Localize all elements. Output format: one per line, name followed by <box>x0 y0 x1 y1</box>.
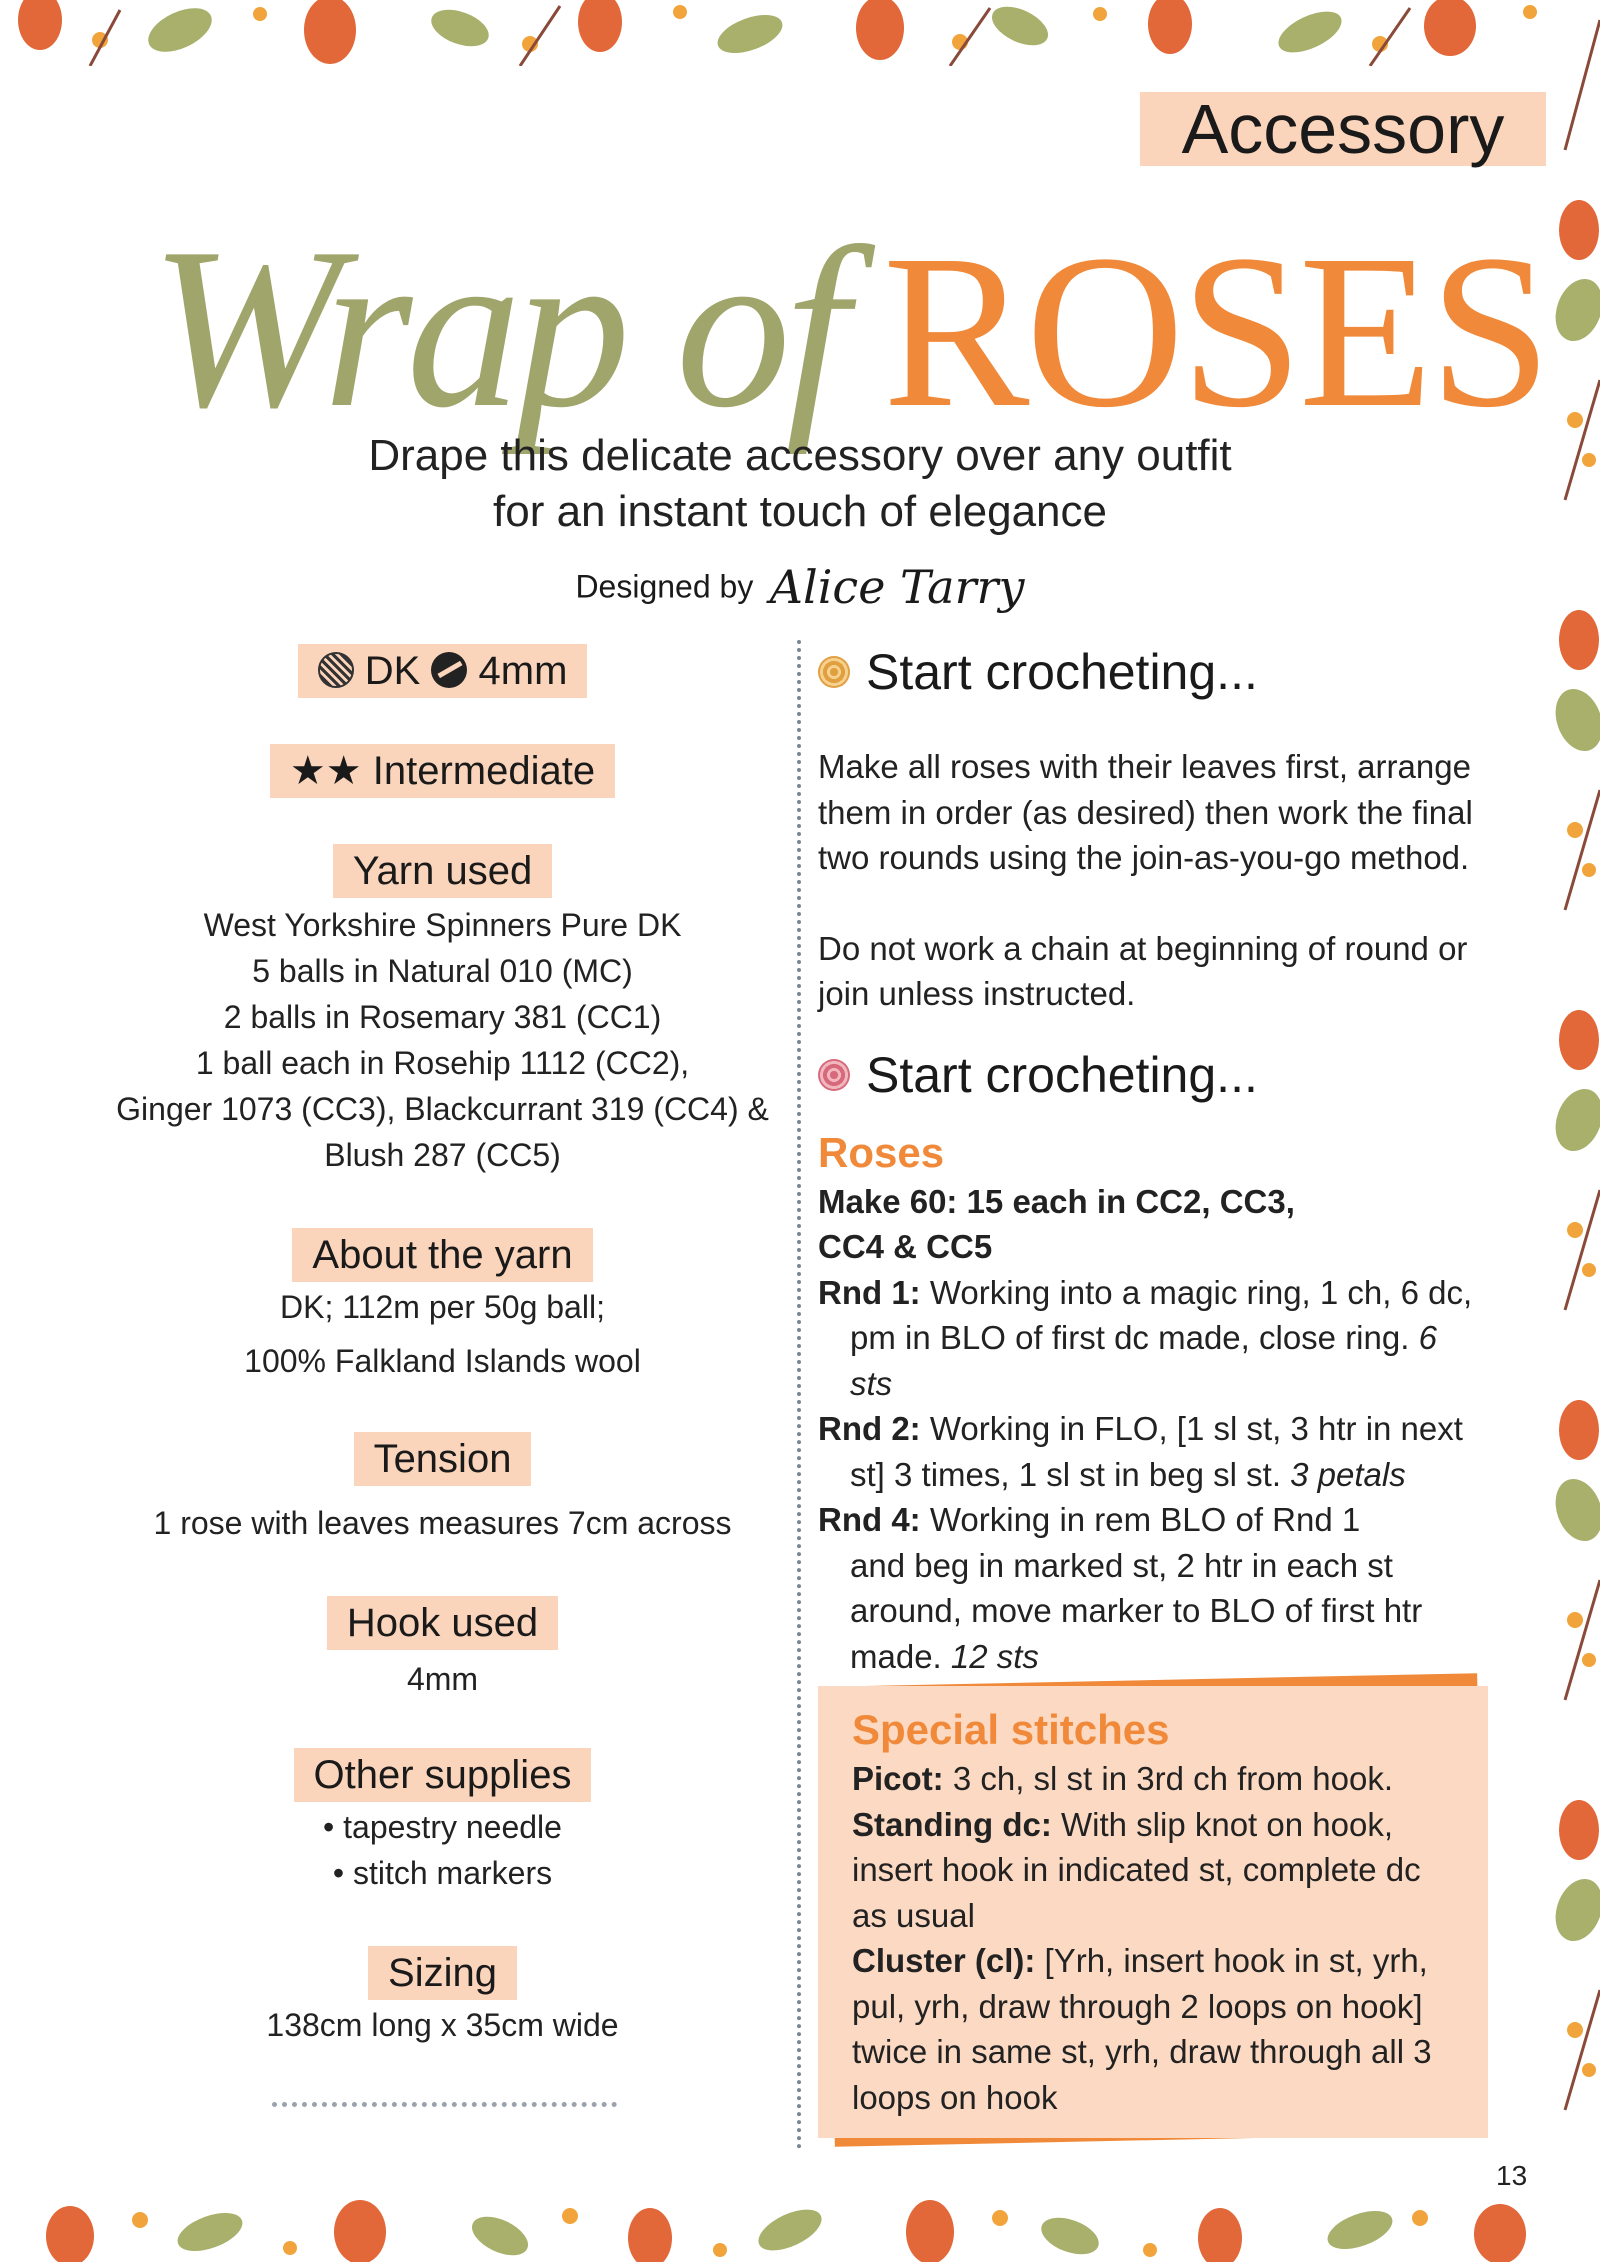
page-number: 13 <box>1496 2160 1528 2191</box>
yarn-line: 1 ball each in Rosehip 1112 (CC2), <box>195 1045 690 1081</box>
stitch-text: insert hook in indicated st, complete dc <box>852 1851 1421 1888</box>
yarn-line: Ginger 1073 (CC3), Blackcurrant 319 (CC4) & <box>116 1091 769 1127</box>
stitch-text: as usual <box>852 1896 975 1934</box>
subtitle-line: for an instant touch of elegance <box>493 487 1107 536</box>
start-crocheting-heading <box>818 1045 1478 1105</box>
designer-name: Alice Tarry <box>769 560 1025 614</box>
stitch-text: twice in same st, yrh, draw through all 3 <box>852 2033 1432 2070</box>
about-yarn-heading: About the yarn <box>292 1228 592 1282</box>
round-label: Rnd 1: <box>818 1273 921 1311</box>
roses-heading: Roses <box>818 1128 945 1176</box>
stitch-count: 6 sts <box>850 1319 1437 1402</box>
round-label: Rnd 2: <box>818 1410 921 1447</box>
yarn-weight: DK <box>364 649 421 693</box>
stitch-text: [Yrh, insert hook in st, yrh, <box>1044 1942 1428 1979</box>
start-crocheting-heading <box>818 642 1478 702</box>
about-yarn-text <box>100 1284 785 1384</box>
page-title <box>150 195 1548 455</box>
pattern-info-column <box>100 640 785 2048</box>
stitch-count: 3 petals <box>1290 1455 1406 1493</box>
yarn-ball-icon <box>318 652 354 688</box>
section-heading-text: Start crocheting... <box>866 1046 1258 1103</box>
make-line: Make 60: 15 each in CC2, CC3, <box>818 1182 1295 1220</box>
stitch-text: 3 ch, sl st in 3rd ch from hook. <box>952 1760 1394 1797</box>
supply-item: • stitch markers <box>332 1855 553 1891</box>
special-stitches-content <box>818 1686 1488 2138</box>
designer-credit <box>300 560 1300 614</box>
sizing-text: 138cm long x 35cm wide <box>266 2007 619 2043</box>
round-text: Working into a magic ring, 1 ch, 6 dc, <box>929 1273 1473 1311</box>
other-supplies-list <box>100 1804 785 1896</box>
title-part-roses: ROSES <box>882 209 1548 453</box>
stitch-definition <box>852 1756 1454 1802</box>
intro-note: Do not work a chain at beginning of round or join unless instructed. <box>818 929 1468 1012</box>
make-line: CC4 & CC5 <box>818 1228 993 1265</box>
yarn-ball-icon <box>818 656 850 688</box>
special-stitches-box <box>818 1680 1486 2144</box>
stitch-text: loops on hook <box>852 2078 1058 2116</box>
hook-used-text: 4mm <box>406 1661 479 1697</box>
subtitle-line: Drape this delicate accessory over any outfit <box>368 431 1232 480</box>
yarn-ball-icon <box>818 1059 850 1091</box>
stitch-definition <box>852 1802 1454 1939</box>
crochet-hook-icon <box>431 652 467 688</box>
sizing-heading: Sizing <box>368 1946 517 2000</box>
autumn-leaf-border-right <box>1545 0 1600 2262</box>
round-text: made. <box>850 1637 942 1675</box>
title-part-wrap: Wrap of <box>150 200 843 455</box>
stitch-text: With slip knot on hook, <box>1061 1805 1393 1843</box>
supply-item: • tapestry needle <box>323 1809 562 1845</box>
round-text: Working in rem BLO of Rnd 1 <box>929 1501 1361 1538</box>
autumn-leaf-border-bottom <box>0 2196 1600 2262</box>
stitch-definition <box>852 1938 1454 2120</box>
section-divider <box>272 2102 617 2107</box>
about-yarn-line: DK; 112m per 50g ball; <box>280 1289 605 1325</box>
autumn-leaf-border-top <box>0 0 1600 66</box>
round-instruction <box>818 1497 1478 1679</box>
yarn-used-heading: Yarn used <box>333 844 552 898</box>
round-text: Working in FLO, [1 sl st, 3 htr in next <box>929 1410 1463 1447</box>
round-text: and beg in marked st, 2 htr in each st <box>850 1546 1393 1584</box>
round-label: Rnd 4: <box>818 1501 921 1538</box>
subtitle <box>200 428 1400 540</box>
round-instruction <box>818 1270 1478 1407</box>
yarn-used-list <box>100 902 785 1178</box>
instructions-column <box>818 640 1478 1679</box>
other-supplies-heading: Other supplies <box>294 1748 592 1802</box>
intro-paragraph: Make all roses with their leaves first, arrange them in order (as desired) then work the final two rounds using the join-as-you-go method. <box>818 748 1473 876</box>
round-instruction <box>818 1406 1478 1497</box>
category-tag: Accessory <box>1140 92 1546 166</box>
yarn-line: 2 balls in Rosemary 381 (CC1) <box>223 999 662 1035</box>
stitch-text: pul, yrh, draw through 2 loops on hook] <box>852 1987 1423 2025</box>
yarn-weight-hook-tag <box>298 644 588 698</box>
round-text: st] 3 times, 1 sl st in beg sl st. <box>850 1455 1281 1493</box>
tension-heading: Tension <box>354 1432 532 1486</box>
about-yarn-line: 100% Falkland Islands wool <box>244 1343 641 1379</box>
yarn-line: Blush 287 (CC5) <box>324 1137 561 1173</box>
designer-label: Designed by <box>575 568 754 605</box>
special-stitches-heading: Special stitches <box>852 1706 1170 1753</box>
round-text: pm in BLO of first dc made, close ring. <box>850 1319 1410 1356</box>
round-text: around, move marker to BLO of first htr <box>850 1592 1423 1629</box>
tension-text: 1 rose with leaves measures 7cm across <box>153 1505 732 1541</box>
stitch-name: Cluster (cl): <box>852 1942 1036 1979</box>
yarn-line: West Yorkshire Spinners Pure DK <box>203 907 682 943</box>
section-heading-text: Start crocheting... <box>866 644 1258 700</box>
stitch-name: Picot: <box>852 1760 944 1797</box>
difficulty-tag: ★★ Intermediate <box>270 744 615 798</box>
stitch-name: Standing dc: <box>852 1805 1052 1843</box>
stitch-count: 12 sts <box>950 1637 1039 1675</box>
column-divider <box>797 640 801 2150</box>
yarn-line: 5 balls in Natural 010 (MC) <box>252 953 633 989</box>
hook-size: 4mm <box>478 649 568 693</box>
hook-used-heading: Hook used <box>327 1596 558 1650</box>
